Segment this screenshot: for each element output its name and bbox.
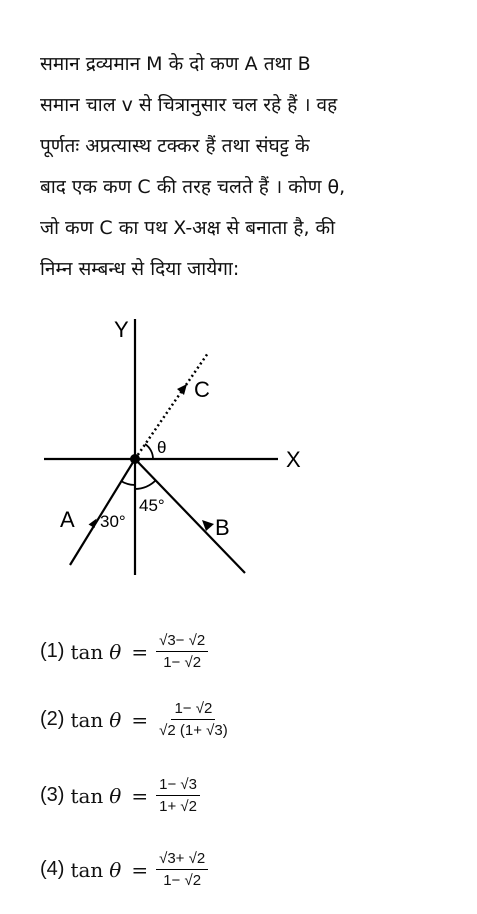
question-line-6: निम्न सम्बन्ध से दिया जायेगा: bbox=[40, 258, 240, 280]
option-2[interactable] bbox=[40, 700, 231, 739]
option-number: (1) bbox=[40, 640, 65, 662]
option-number: (4) bbox=[40, 858, 65, 880]
theta-symbol: θ bbox=[109, 857, 122, 882]
angle-a-label: 30° bbox=[100, 512, 126, 531]
denominator: 1− √2 bbox=[163, 654, 202, 671]
denominator: 1− √2 bbox=[163, 872, 202, 889]
tan-function: tan bbox=[70, 783, 104, 808]
fraction bbox=[156, 776, 200, 815]
question-line-3: पूर्णतः अप्रत्यास्थ टक्कर हैं तथा संघट्ट के bbox=[40, 135, 310, 157]
fraction bbox=[156, 850, 208, 889]
numerator: √3+ √2 bbox=[156, 850, 208, 870]
fraction bbox=[156, 632, 208, 671]
y-axis-label: Y bbox=[114, 317, 129, 342]
angle-b-arc bbox=[135, 480, 156, 489]
denominator: √2 (1+ √3) bbox=[159, 722, 228, 739]
angle-b-label: 45° bbox=[139, 496, 165, 515]
equals-sign: = bbox=[131, 639, 149, 664]
tan-function: tan bbox=[70, 857, 104, 882]
theta-arc bbox=[145, 444, 153, 459]
theta-label: θ bbox=[157, 438, 167, 457]
option-number: (2) bbox=[40, 708, 65, 730]
theta-symbol: θ bbox=[109, 783, 122, 808]
collision-diagram bbox=[30, 305, 320, 595]
question-line-5: जो कण C का पथ X-अक्ष से बनाता है, की bbox=[40, 217, 336, 239]
arrow-c-icon bbox=[177, 384, 187, 395]
angle-a-arc bbox=[121, 481, 135, 485]
denominator: 1+ √2 bbox=[159, 798, 197, 815]
particle-b-label: B bbox=[215, 515, 230, 540]
equals-sign: = bbox=[131, 707, 149, 732]
numerator: 1− √3 bbox=[156, 776, 200, 796]
question-line-2: समान चाल v से चित्रानुसार चल रहे हैं । वह bbox=[40, 94, 338, 116]
theta-symbol: θ bbox=[109, 707, 122, 732]
question-line-4: बाद एक कण C की तरह चलते हैं । कोण θ, bbox=[40, 176, 346, 198]
option-3[interactable] bbox=[40, 776, 200, 815]
tan-function: tan bbox=[70, 707, 104, 732]
question-line-1: समान द्रव्यमान M के दो कण A तथा B bbox=[40, 53, 311, 75]
path-c-line bbox=[135, 353, 208, 459]
equals-sign: = bbox=[131, 857, 149, 882]
numerator: 1− √2 bbox=[171, 700, 215, 720]
equals-sign: = bbox=[131, 783, 149, 808]
fraction bbox=[156, 700, 231, 739]
tan-function: tan bbox=[70, 639, 104, 664]
numerator: √3− √2 bbox=[156, 632, 208, 652]
collision-point bbox=[130, 454, 140, 464]
theta-symbol: θ bbox=[109, 639, 122, 664]
particle-c-label: C bbox=[194, 377, 210, 402]
particle-a-label: A bbox=[60, 507, 75, 532]
option-number: (3) bbox=[40, 784, 65, 806]
question-text bbox=[40, 44, 460, 290]
option-4[interactable] bbox=[40, 850, 208, 889]
x-axis-label: X bbox=[286, 447, 301, 472]
option-1[interactable] bbox=[40, 632, 208, 671]
